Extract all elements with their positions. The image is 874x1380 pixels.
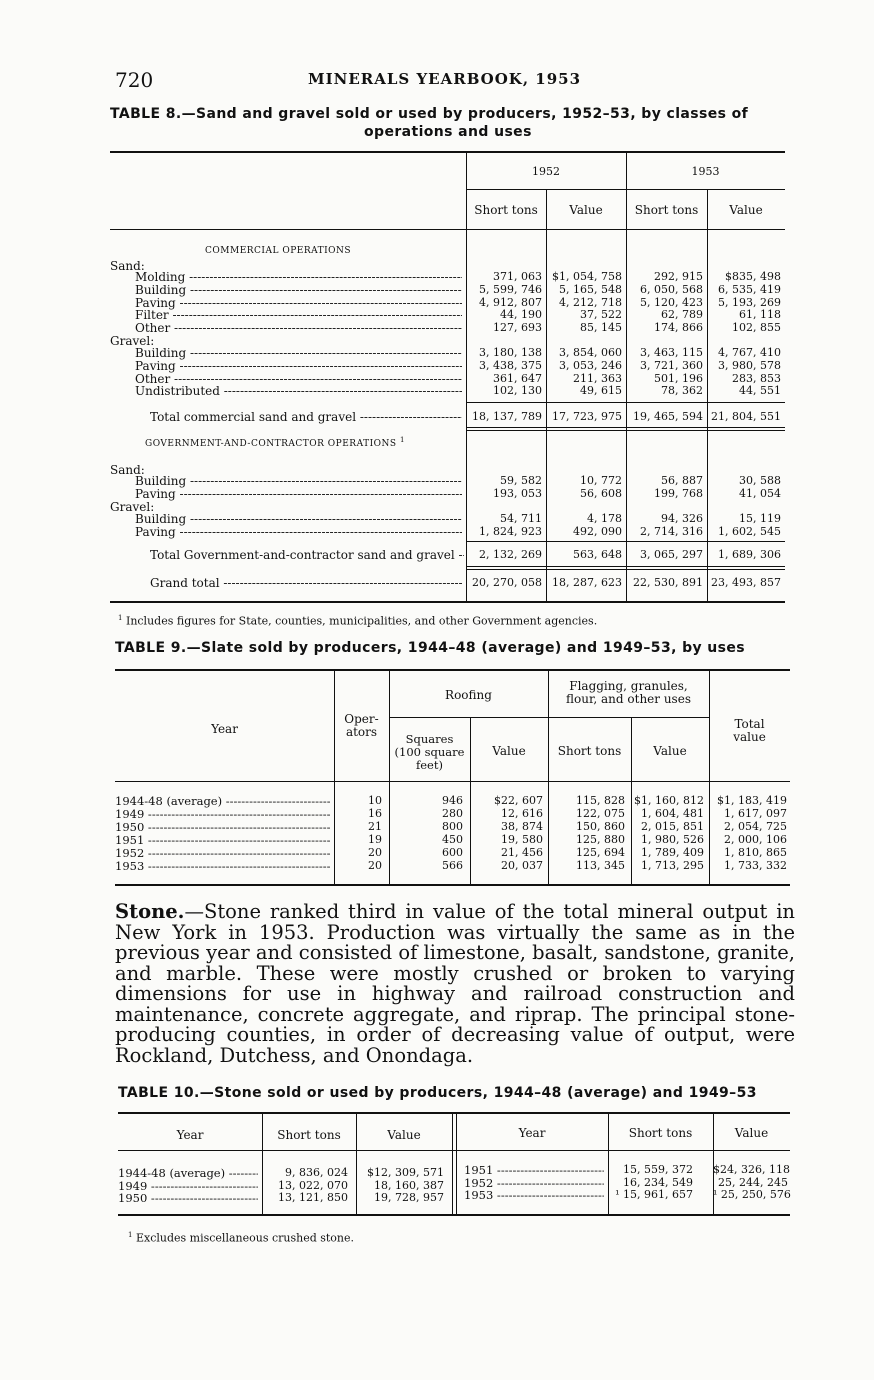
col-value: Value <box>387 1128 421 1142</box>
table-cell: 3, 980, 578 <box>718 358 781 372</box>
table-cell: 4, 912, 807 <box>479 295 542 309</box>
row-label: 1951 ----- <box>464 1163 604 1177</box>
table-cell: 2, 000, 106 <box>724 833 787 846</box>
table-cell: 5, 193, 269 <box>718 295 781 309</box>
total-commercial-label: Total commercial sand and gravel ----- <box>150 410 462 424</box>
table-cell: $24, 326, 118 <box>713 1163 790 1176</box>
table-cell: 122, 075 <box>576 807 625 820</box>
sand-label: Sand: <box>110 259 145 273</box>
total-government-value: 563, 648 <box>573 548 622 561</box>
row-label: 1953 ----- <box>464 1188 604 1202</box>
table-cell: $12, 309, 571 <box>367 1166 444 1179</box>
table-8-caption-line2: operations and uses <box>364 124 532 140</box>
table-cell: 30, 588 <box>739 474 781 487</box>
table-cell: 800 <box>442 820 463 833</box>
col-flagging: Flagging, granules, flour, and other uses <box>566 679 691 706</box>
header-bottom-rule <box>118 1150 790 1151</box>
table-cell: 20 <box>368 846 382 859</box>
col-year: Year <box>211 722 238 736</box>
total-commercial-value: 19, 465, 594 <box>633 410 703 423</box>
table-cell: 102, 855 <box>732 321 781 335</box>
table-cell: 44, 551 <box>739 384 781 398</box>
section-government: GOVERNMENT-AND-CONTRACTOR OPERATIONS $^1$ <box>145 436 405 449</box>
row-label: Other ----- <box>135 372 462 386</box>
table-cell: ¹ 25, 250, 576 <box>713 1188 791 1201</box>
table-cell: 6, 535, 419 <box>718 282 781 296</box>
table-10-top-rule <box>118 1112 790 1114</box>
table-cell: 4, 212, 718 <box>559 295 622 309</box>
table-8-caption-line1: TABLE 8.—Sand and gravel sold or used by producers, 1952–53, by classes of <box>110 106 749 122</box>
grand-total-value: 20, 270, 058 <box>472 576 542 589</box>
col-squares: Squares (100 square feet) <box>394 732 465 772</box>
table-cell: 283, 853 <box>732 371 781 385</box>
table-cell: 2, 714, 316 <box>640 524 703 538</box>
table-10-caption: TABLE 10.—Stone sold or used by producers, 1944–48 (average) and 1949–53 <box>118 1085 757 1101</box>
table-cell: 946 <box>442 794 463 807</box>
table-cell: $835, 498 <box>725 270 781 283</box>
subtotal-rule <box>466 402 785 403</box>
col-roofing: Roofing <box>445 688 492 702</box>
table-cell: 13, 121, 850 <box>278 1191 348 1204</box>
table-cell: 6, 050, 568 <box>640 282 703 296</box>
col-year: Year <box>176 1128 204 1142</box>
double-rule <box>466 427 785 428</box>
row-label: Building ----- <box>135 474 462 488</box>
col-short-tons: Short tons <box>557 744 622 758</box>
row-label: Paving ----- <box>135 296 462 310</box>
table-cell: 16 <box>368 807 382 820</box>
table-cell: 21, 456 <box>501 846 543 859</box>
table-cell: 49, 615 <box>580 384 622 398</box>
table-cell: 5, 599, 746 <box>479 282 542 296</box>
col-value: Value <box>734 1126 769 1140</box>
table-8-bottom-rule <box>110 601 785 603</box>
double-rule <box>466 566 785 567</box>
table-cell: $1, 054, 758 <box>552 270 622 283</box>
table-cell: 12, 616 <box>501 807 543 820</box>
table-cell: 56, 887 <box>661 474 703 487</box>
table-cell: 38, 874 <box>501 820 543 833</box>
row-label: Undistributed ----- <box>135 384 462 398</box>
table-cell: 56, 608 <box>580 486 622 500</box>
row-label: Paving ----- <box>135 525 462 539</box>
row-label: 1952 ----- <box>115 846 330 860</box>
col-divider <box>452 1114 453 1214</box>
table-cell: 10, 772 <box>580 474 622 487</box>
sand-label: Sand: <box>110 463 145 477</box>
table-cell: 2, 015, 851 <box>641 820 704 833</box>
table-cell: 44, 190 <box>500 308 542 322</box>
table-cell: 174, 866 <box>654 321 703 335</box>
table-cell: 78, 362 <box>661 384 703 398</box>
table-cell: 59, 582 <box>500 474 542 487</box>
table-cell: 85, 145 <box>580 321 622 335</box>
group-underline <box>389 717 709 718</box>
table-cell: 94, 326 <box>661 512 703 525</box>
row-label: 1950 ----- <box>118 1191 258 1205</box>
row-label: 1949 ----- <box>118 1179 258 1193</box>
table-cell: 13, 022, 070 <box>278 1178 348 1192</box>
table-cell: 1, 980, 526 <box>641 833 704 846</box>
total-government-value: 1, 689, 306 <box>718 548 781 561</box>
col-year: Year <box>518 1126 546 1140</box>
table-cell: 102, 130 <box>493 384 542 398</box>
table-cell: 125, 880 <box>576 833 625 846</box>
table-cell: 19, 580 <box>501 833 543 846</box>
table-cell: 2, 054, 725 <box>724 820 787 833</box>
header-bottom-rule <box>110 229 785 230</box>
table-cell: 19, 728, 957 <box>374 1191 444 1204</box>
table-cell: 1, 713, 295 <box>641 859 704 872</box>
table-cell: 193, 053 <box>493 486 542 500</box>
year-underline <box>466 189 785 190</box>
table-cell: $1, 160, 812 <box>634 794 704 807</box>
table-cell: 4, 178 <box>587 512 622 525</box>
row-label: 1944-48 (average) ----- <box>118 1166 258 1180</box>
table-cell: 1, 824, 923 <box>479 524 542 538</box>
table-cell: 3, 053, 246 <box>559 358 622 372</box>
table-cell: 21 <box>368 820 382 833</box>
table-cell: 25, 244, 245 <box>718 1175 788 1189</box>
col-value: Value <box>569 203 603 217</box>
col-short-tons: Short tons <box>474 203 538 217</box>
table-cell: 211, 363 <box>573 371 622 385</box>
row-label: Paving ----- <box>135 359 462 373</box>
table-10-footnote: $^1$ Excludes miscellaneous crushed stone. <box>128 1231 355 1245</box>
table-cell: ¹ 15, 961, 657 <box>615 1188 693 1201</box>
table-9-bottom-rule <box>115 884 790 886</box>
row-label: Building ----- <box>135 512 462 526</box>
table-cell: 3, 438, 375 <box>479 358 542 372</box>
table-cell: 280 <box>442 807 463 820</box>
col-value: Value <box>653 744 687 758</box>
header-bottom-rule <box>115 781 790 782</box>
table-cell: 19 <box>368 833 382 846</box>
stone-heading: Stone. <box>115 900 185 923</box>
running-title: MINERALS YEARBOOK, 1953 <box>308 70 582 88</box>
row-label: Building ----- <box>135 283 462 297</box>
grand-total-value: 22, 530, 891 <box>633 576 703 589</box>
double-rule <box>466 569 785 570</box>
table-10-bottom-rule <box>118 1214 790 1216</box>
table-cell: 3, 463, 115 <box>640 346 703 359</box>
row-label: 1949 ----- <box>115 807 330 821</box>
stone-paragraph <box>115 902 795 1066</box>
double-rule <box>466 430 785 431</box>
table-cell: 492, 090 <box>573 524 622 538</box>
col-operators: Oper- ators <box>344 712 379 739</box>
table-cell: 1, 810, 865 <box>724 846 787 859</box>
col-value: Value <box>729 203 763 217</box>
table-cell: 61, 118 <box>739 308 781 322</box>
table-cell: 115, 828 <box>576 794 625 807</box>
row-label: Filter ----- <box>135 308 462 322</box>
row-label: 1951 ----- <box>115 833 330 847</box>
table-cell: 16, 234, 549 <box>623 1175 693 1189</box>
table-cell: 5, 120, 423 <box>640 295 703 309</box>
stone-text: —Stone ranked third in value of the total mineral output in New York in 1953. Production was virtually the same as in the previous year and consisted of limestone, basalt, sandstone, granite, and marble. These were mostly crushed or broken to varying dimensions for use in highway and railroad construction and maintenance, concrete aggregate, and riprap. The principal stone-producing counties, in order of decreasing value of output, were Rockland, Dutchess, and Onondaga. <box>115 900 795 1067</box>
table-cell: 15, 559, 372 <box>623 1163 693 1176</box>
table-cell: 125, 694 <box>576 846 625 859</box>
table-cell: 18, 160, 387 <box>374 1178 444 1192</box>
table-cell: 1, 789, 409 <box>641 846 704 859</box>
table-cell: 62, 789 <box>661 308 703 322</box>
table-cell: 113, 345 <box>576 859 625 872</box>
grand-total-value: 23, 493, 857 <box>711 576 781 589</box>
col-value: Value <box>492 744 526 758</box>
table-cell: 3, 721, 360 <box>640 358 703 372</box>
subtotal-rule <box>466 541 785 542</box>
table-cell: 566 <box>442 859 463 872</box>
table-cell: 10 <box>368 794 382 807</box>
table-cell: 501, 196 <box>654 371 703 385</box>
table-cell: 1, 604, 481 <box>641 807 704 820</box>
table-cell: 371, 063 <box>493 270 542 283</box>
total-commercial-value: 17, 723, 975 <box>552 410 622 423</box>
col-total-value: Total value <box>733 717 766 744</box>
table-8-top-rule <box>110 151 785 153</box>
table-cell: $1, 183, 419 <box>717 794 787 807</box>
table-9-top-rule <box>115 669 790 671</box>
total-commercial-value: 21, 804, 551 <box>711 410 781 423</box>
table-cell: 292, 915 <box>654 270 703 283</box>
table-cell: 9, 836, 024 <box>285 1166 348 1179</box>
table-cell: 37, 522 <box>580 308 622 322</box>
table-cell: 1, 602, 545 <box>718 524 781 538</box>
grand-total-value: 18, 287, 623 <box>552 576 622 589</box>
total-government-value: 3, 065, 297 <box>640 548 703 561</box>
grand-total-label: Grand total ----- <box>150 576 462 590</box>
col-short-tons: Short tons <box>277 1128 341 1142</box>
total-government-label: Total Government-and-contractor sand and gravel ----- <box>150 548 464 562</box>
table-cell: 4, 767, 410 <box>718 346 781 359</box>
table-cell: 15, 119 <box>739 512 781 525</box>
row-label: Molding ----- <box>135 270 462 284</box>
section-commercial: COMMERCIAL OPERATIONS <box>205 246 352 256</box>
table-cell: 20 <box>368 859 382 872</box>
row-label: Paving ----- <box>135 487 462 501</box>
table-cell: 127, 693 <box>493 321 542 335</box>
table-cell: 3, 854, 060 <box>559 346 622 359</box>
table-cell: 5, 165, 548 <box>559 282 622 296</box>
total-commercial-value: 18, 137, 789 <box>472 410 542 423</box>
table-8-footnote: $^1$ Includes figures for State, counties, municipalities, and other Government agencies. <box>118 614 598 628</box>
total-government-value: 2, 132, 269 <box>479 548 542 561</box>
table-cell: 1, 617, 097 <box>724 807 787 820</box>
row-label: 1953 ----- <box>115 859 330 873</box>
table-cell: 361, 647 <box>493 371 542 385</box>
table-cell: 54, 711 <box>500 512 542 525</box>
table-cell: 1, 733, 332 <box>724 859 787 872</box>
year-1952-header: 1952 <box>532 165 560 178</box>
table-cell: 150, 860 <box>576 820 625 833</box>
row-label: 1944-48 (average) ----- <box>115 794 330 808</box>
year-1953-header: 1953 <box>691 165 720 178</box>
table-cell: 199, 768 <box>654 486 703 500</box>
table-cell: 41, 054 <box>739 486 781 500</box>
table-9-caption: TABLE 9.—Slate sold by producers, 1944–48 (average) and 1949–53, by uses <box>115 640 746 656</box>
table-cell: 3, 180, 138 <box>479 346 542 359</box>
col-short-tons: Short tons <box>634 203 699 217</box>
gravel-label: Gravel: <box>110 500 155 514</box>
table-cell: $22, 607 <box>494 794 543 807</box>
col-short-tons: Short tons <box>628 1126 693 1140</box>
table-cell: 20, 037 <box>501 859 543 872</box>
gravel-label: Gravel: <box>110 334 155 348</box>
table-cell: 450 <box>442 833 463 846</box>
table-cell: 600 <box>442 846 463 859</box>
row-label: Other ----- <box>135 321 462 335</box>
row-label: 1950 ----- <box>115 820 330 834</box>
page-number: 720 <box>115 68 154 92</box>
row-label: Building ----- <box>135 346 462 360</box>
row-label: 1952 ----- <box>464 1176 604 1190</box>
